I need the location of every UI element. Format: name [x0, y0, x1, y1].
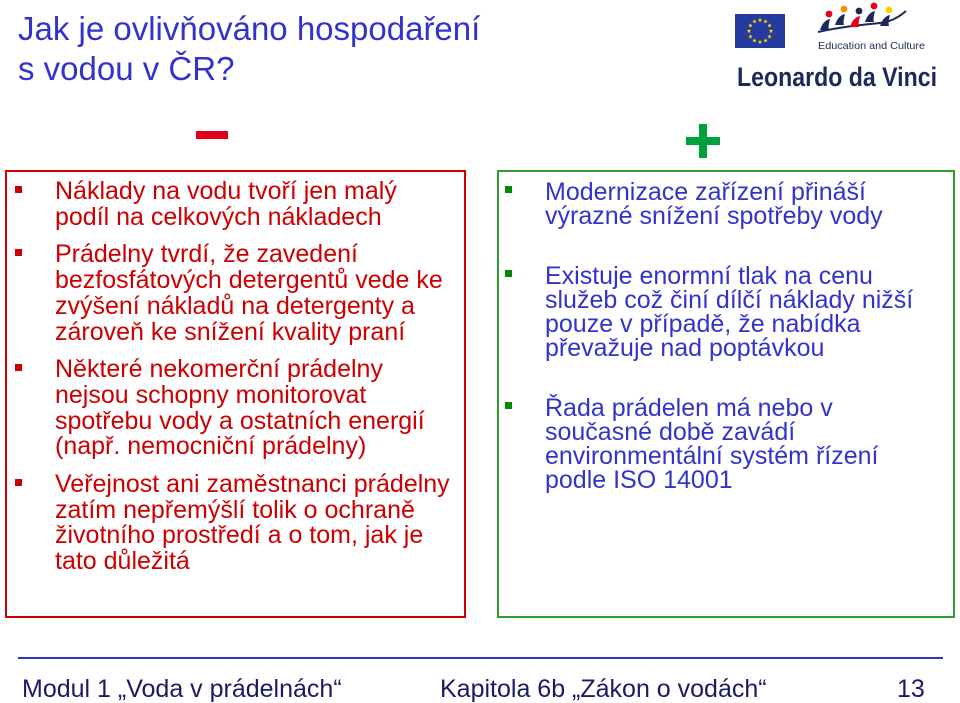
item-text-line: (např. nemocniční prádelny)	[55, 432, 367, 461]
footer-module-label: Modul 1 „Voda v prádelnách“	[22, 675, 342, 703]
square-bullet-icon	[15, 186, 22, 193]
item-text-line: spotřebu vody a ostatních energií	[55, 406, 425, 435]
item-text-line: Některé nekomerční prádelny	[55, 355, 383, 384]
item-text-line: zvýšení nákladů na detergenty a	[55, 291, 415, 320]
disadvantage-item	[55, 472, 464, 575]
disadvantage-item	[55, 357, 464, 460]
footer-divider	[18, 657, 943, 659]
figure-head	[856, 8, 863, 15]
plus-sign-vertical-bar	[699, 124, 707, 158]
title-line-2: s vodou v ČR?	[18, 50, 235, 87]
item-text-line: podle ISO 14001	[545, 466, 733, 494]
item-text-line: Existuje enormní tlak na cenu	[545, 262, 873, 290]
figure-body	[850, 16, 860, 27]
program-caption: Education and Culture	[818, 40, 926, 52]
item-text-line: zároveň ke snížení kvality praní	[55, 317, 406, 346]
figure-body	[865, 11, 875, 22]
slide-title	[18, 9, 480, 89]
item-text-line: podíl na celkových nákladech	[55, 202, 382, 231]
education-culture-figures-icon	[818, 3, 906, 32]
advantage-item	[545, 264, 953, 360]
square-bullet-icon	[15, 479, 22, 486]
page-number: 13	[897, 675, 925, 703]
disadvantage-item	[55, 242, 464, 345]
square-bullet-icon	[505, 270, 512, 277]
advantage-item	[545, 180, 953, 228]
disadvantages-box	[5, 170, 466, 618]
minus-sign-icon	[196, 131, 228, 139]
figure-head	[826, 11, 833, 18]
program-name: Leonardo da Vinci	[737, 62, 937, 92]
item-text-line: převažuje nad poptávkou	[545, 334, 825, 362]
advantages-box	[497, 170, 955, 618]
eu-flag-icon	[735, 14, 785, 48]
figure-head	[841, 6, 848, 13]
figure-body	[880, 15, 890, 26]
title-line-1: Jak je ovlivňováno hospodaření	[18, 10, 481, 47]
item-text-line: tato důležitá	[55, 547, 190, 576]
item-text-line: současné době zavádí	[545, 418, 796, 446]
figure-head	[871, 3, 878, 10]
item-text-line: Prádelny tvrdí, že zavedení	[55, 240, 358, 269]
item-text-line: Řada prádelen má nebo v	[545, 394, 833, 422]
item-text-line: bezfosfátových detergentů vede ke	[55, 266, 443, 295]
item-text-line: nejsou schopny monitorovat	[55, 380, 367, 409]
logo-block	[730, 0, 955, 95]
footer-chapter-label: Kapitola 6b „Zákon o vodách“	[440, 675, 767, 703]
figure-body	[820, 19, 830, 30]
figure-body	[835, 14, 845, 25]
item-text-line: výrazné snížení spotřeby vody	[545, 202, 883, 230]
disadvantage-item	[55, 179, 464, 230]
item-text-line: zatím nepřemýšlí tolik o ochraně	[55, 495, 415, 524]
advantage-item	[545, 396, 953, 492]
item-text-line: environmentální systém řízení	[545, 442, 879, 470]
item-text-line: Náklady na vodu tvoří jen malý	[55, 177, 397, 205]
square-bullet-icon	[15, 364, 22, 371]
item-text-line: životního prostředí a o tom, jak je	[55, 521, 424, 550]
plus-sign-icon	[686, 124, 720, 158]
square-bullet-icon	[505, 186, 512, 193]
square-bullet-icon	[15, 249, 22, 256]
square-bullet-icon	[505, 402, 512, 409]
item-text-line: služeb což činí dílčí náklady nižší	[545, 286, 914, 314]
item-text-line: Modernizace zařízení přináší	[545, 178, 866, 206]
item-text-line: Veřejnost ani zaměstnanci prádelny	[55, 470, 450, 499]
figure-head	[886, 7, 893, 14]
item-text-line: pouze v případě, že nabídka	[545, 310, 861, 338]
